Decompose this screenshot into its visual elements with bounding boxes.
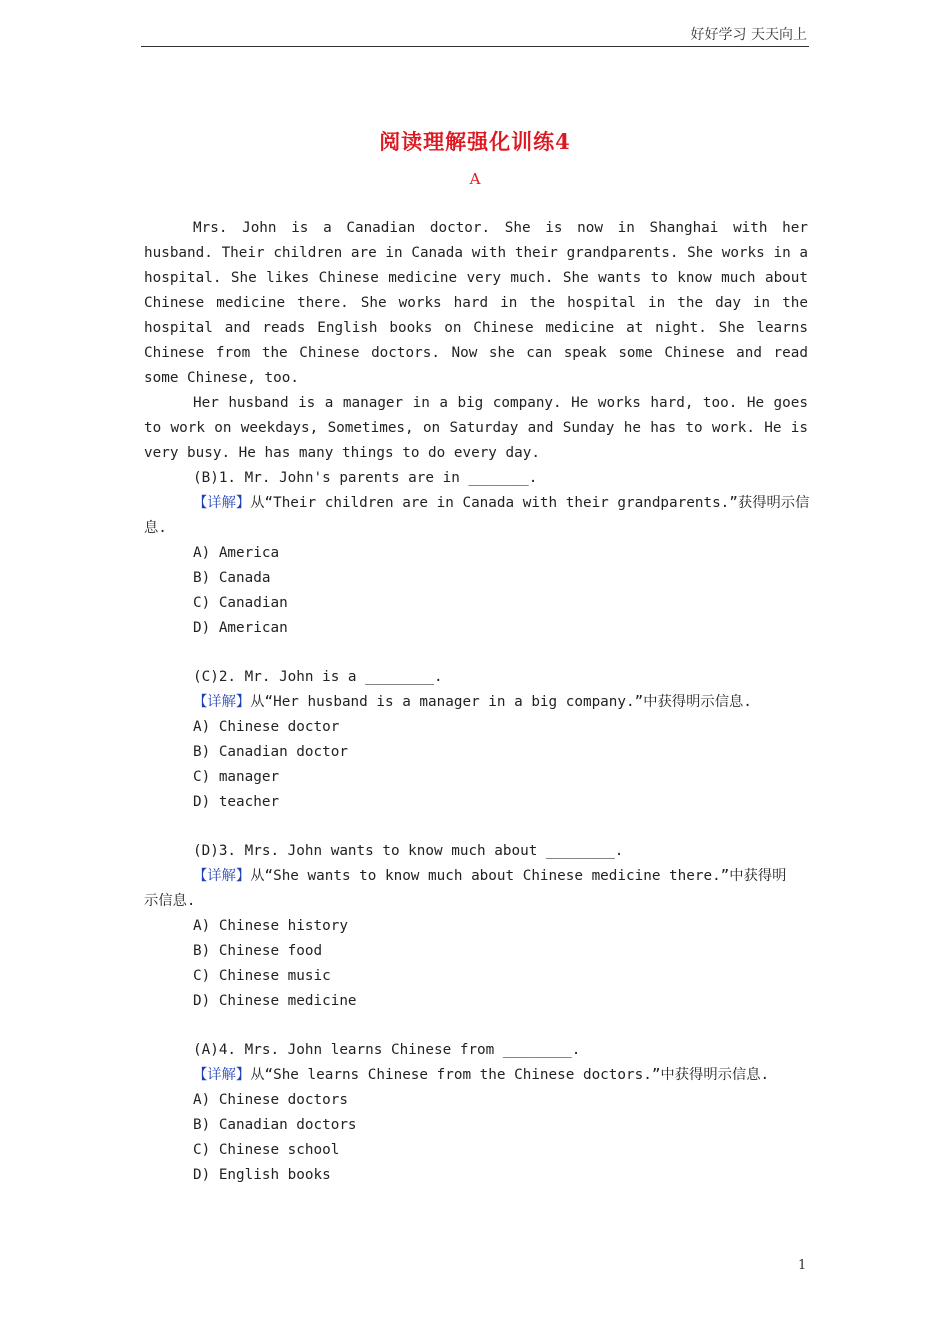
question-2 xyxy=(144,665,816,815)
option: D) English books xyxy=(193,1167,331,1183)
reading-passage xyxy=(144,216,808,466)
header-motto: 好好学习 天天向上 xyxy=(690,27,807,43)
option: C) Canadian xyxy=(193,595,288,611)
option: D) American xyxy=(193,620,288,636)
question-stem: (B)1. Mr. John's parents are in _______. xyxy=(193,470,538,486)
explanation-text: 从“She learns Chinese from the Chinese doctors.”中获得明示信息. xyxy=(250,1067,770,1083)
option: B) Canadian doctors xyxy=(193,1117,357,1133)
question-stem: (C)2. Mr. John is a ________. xyxy=(193,669,443,685)
question-explanation xyxy=(144,690,816,715)
option: B) Canadian doctor xyxy=(193,744,348,760)
question-explanation xyxy=(144,491,816,516)
option: B) Chinese food xyxy=(193,943,323,959)
option: D) teacher xyxy=(193,794,280,810)
option: A) Chinese doctor xyxy=(193,719,340,735)
explanation-tag: 【详解】 xyxy=(193,694,251,710)
option: D) Chinese medicine xyxy=(193,993,357,1009)
question-explanation xyxy=(144,1063,816,1088)
explanation-tag: 【详解】 xyxy=(193,868,251,884)
option: C) Chinese music xyxy=(193,968,331,984)
explanation-text: 从“She wants to know much about Chinese medicine there.”中获得明 xyxy=(250,868,787,884)
option: C) manager xyxy=(193,769,280,785)
explanation-continued: 息. xyxy=(144,520,167,536)
page-header xyxy=(141,24,809,47)
question-1 xyxy=(144,466,816,641)
option: A) America xyxy=(193,545,280,561)
question-4 xyxy=(144,1038,816,1188)
question-stem: (D)3. Mrs. John wants to know much about ________. xyxy=(193,843,624,859)
explanation-tag: 【详解】 xyxy=(193,1067,251,1083)
option: A) Chinese history xyxy=(193,918,348,934)
option: A) Chinese doctors xyxy=(193,1092,348,1108)
section-label: A xyxy=(469,170,481,188)
explanation-tag: 【详解】 xyxy=(193,495,251,511)
question-3 xyxy=(144,839,816,1014)
question-stem: (A)4. Mrs. John learns Chinese from ________. xyxy=(193,1042,581,1058)
page-number: 1 xyxy=(798,1258,807,1273)
passage-paragraph: Mrs. John is a Canadian doctor. She is now in Shanghai with her husband. Their children are in Canada with their grandparents. She works in a hospital. She likes Chinese medicine very much. She wants to know much about Chinese medicine there. She works hard in the hospital in the day in the hospital and reads English books on Chinese medicine at night. She learns Chinese from the Chinese doctors. Now she can speak some Chinese and read some Chinese, too. xyxy=(144,220,808,386)
option: C) Chinese school xyxy=(193,1142,340,1158)
explanation-continued: 示信息. xyxy=(144,893,196,909)
question-explanation xyxy=(144,864,816,889)
document-title: 阅读理解强化训练4 xyxy=(379,129,571,154)
explanation-text: 从“Their children are in Canada with their grandparents.”获得明示信 xyxy=(250,495,810,511)
option: B) Canada xyxy=(193,570,271,586)
explanation-text: 从“Her husband is a manager in a big company.”中获得明示信息. xyxy=(250,694,752,710)
passage-paragraph: Her husband is a manager in a big company. He works hard, too. He goes to work on weekdays, Sometimes, on Saturday and Sunday he has to work. He is very busy. He has many things to do every day. xyxy=(144,395,808,461)
